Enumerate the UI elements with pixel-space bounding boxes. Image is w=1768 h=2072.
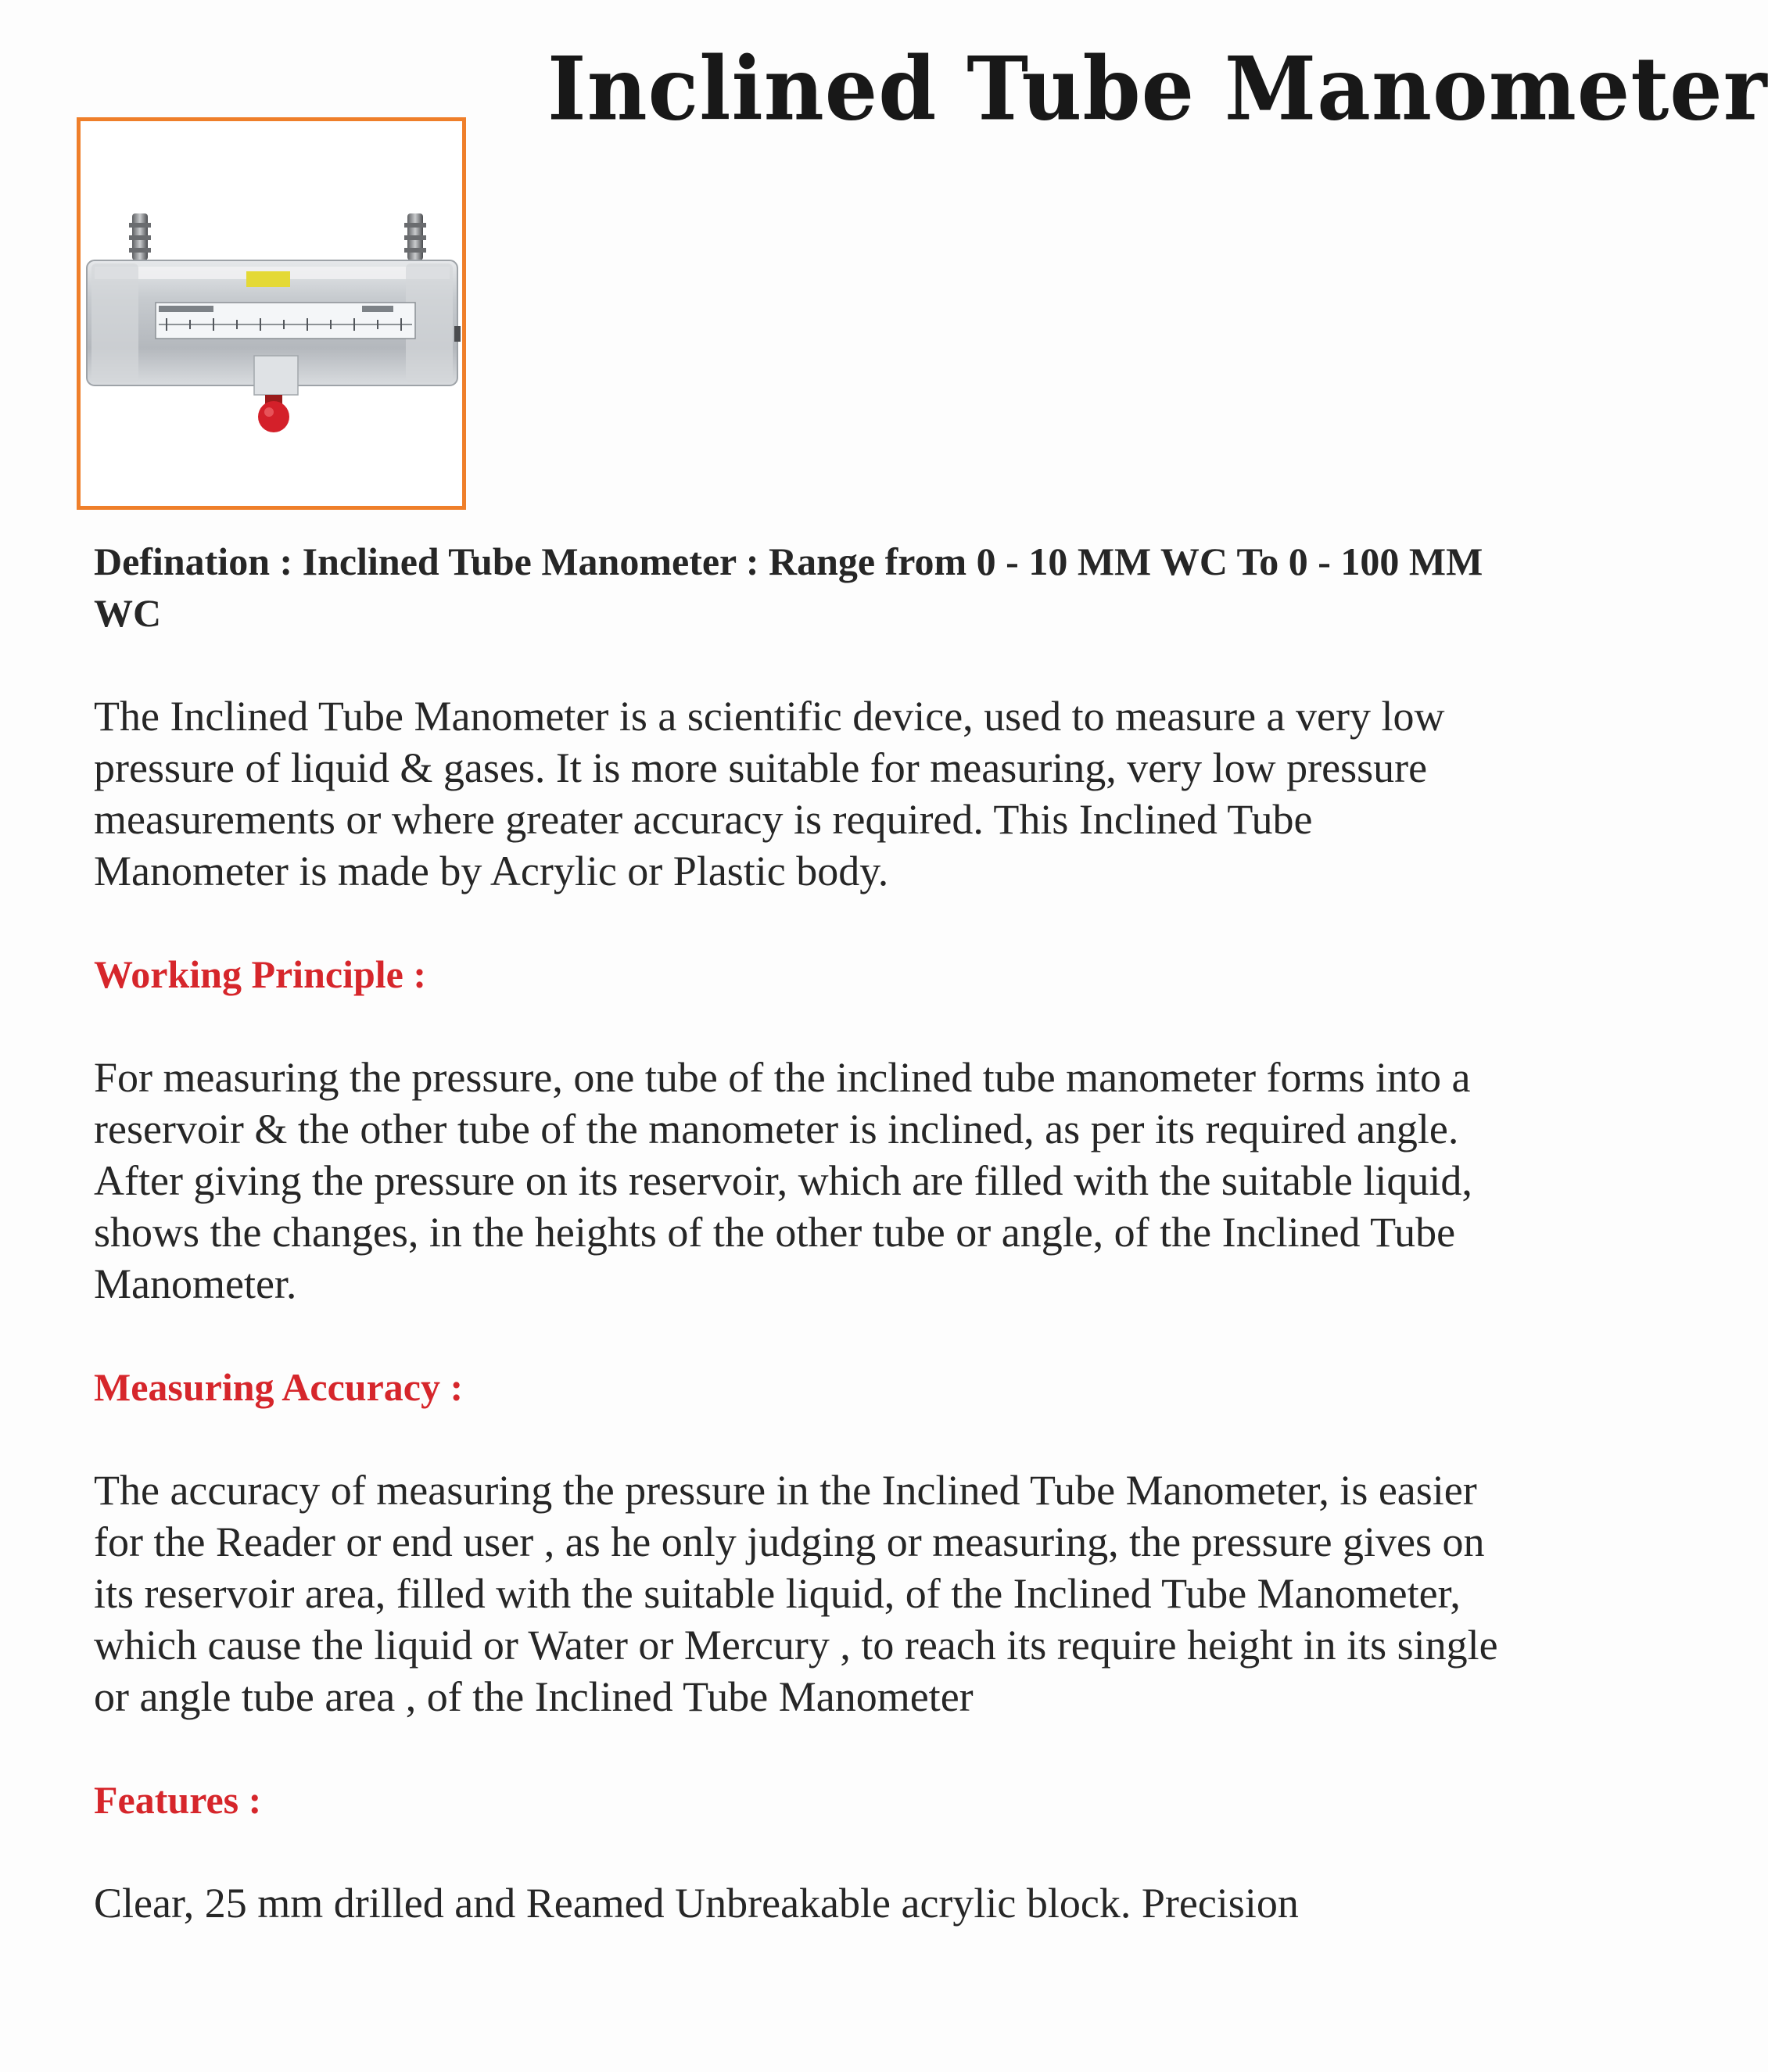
section-body-measuring-accuracy: The accuracy of measuring the pressure in the Inclined Tube Manometer, is easier for the Reader or end user , as he only judging or measuring, the pressure gives on its reservoir area, filled with the suitable liquid, of the Inclined Tube Manometer, which cause the liquid or Water or Mercury , to reach its require height in its single or angle tube area , of the Inclined Tube Manometer: [94, 1467, 1498, 1720]
section-heading-measuring-accuracy: Measuring Accuracy :: [94, 1365, 464, 1409]
section-heading-features: Features :: [94, 1778, 262, 1822]
definition-text: Defination : Inclined Tube Manometer : Range from 0 - 10 MM WC To 0 - 100 MM WC: [94, 540, 1483, 635]
product-image-frame: [77, 117, 466, 510]
intro-paragraph: The Inclined Tube Manometer is a scientific device, used to measure a very low pressure of liquid & gases. It is more suitable for measuring, very low pressure measurements or where greater accuracy is required. This Inclined Tube Manometer is made by Acrylic or Plastic body.: [94, 693, 1445, 894]
inclined-tube-manometer-photo-icon: [81, 121, 462, 506]
section-body-working-principle: For measuring the pressure, one tube of the inclined tube manometer forms into a reservoir & the other tube of the manometer is inclined, as per its required angle. After giving the pressure on its reservoir, which are filled with the suitable liquid, shows the changes, in the heights of the other tube or angle, of the Inclined Tube Manometer.: [94, 1054, 1472, 1307]
page-title: Inclined Tube Manometer: [547, 37, 1768, 140]
section-heading-working-principle: Working Principle :: [94, 952, 426, 996]
section-body-features: Clear, 25 mm drilled and Reamed Unbreakable acrylic block. Precision: [94, 1880, 1299, 1927]
document-body: [94, 536, 1501, 1929]
